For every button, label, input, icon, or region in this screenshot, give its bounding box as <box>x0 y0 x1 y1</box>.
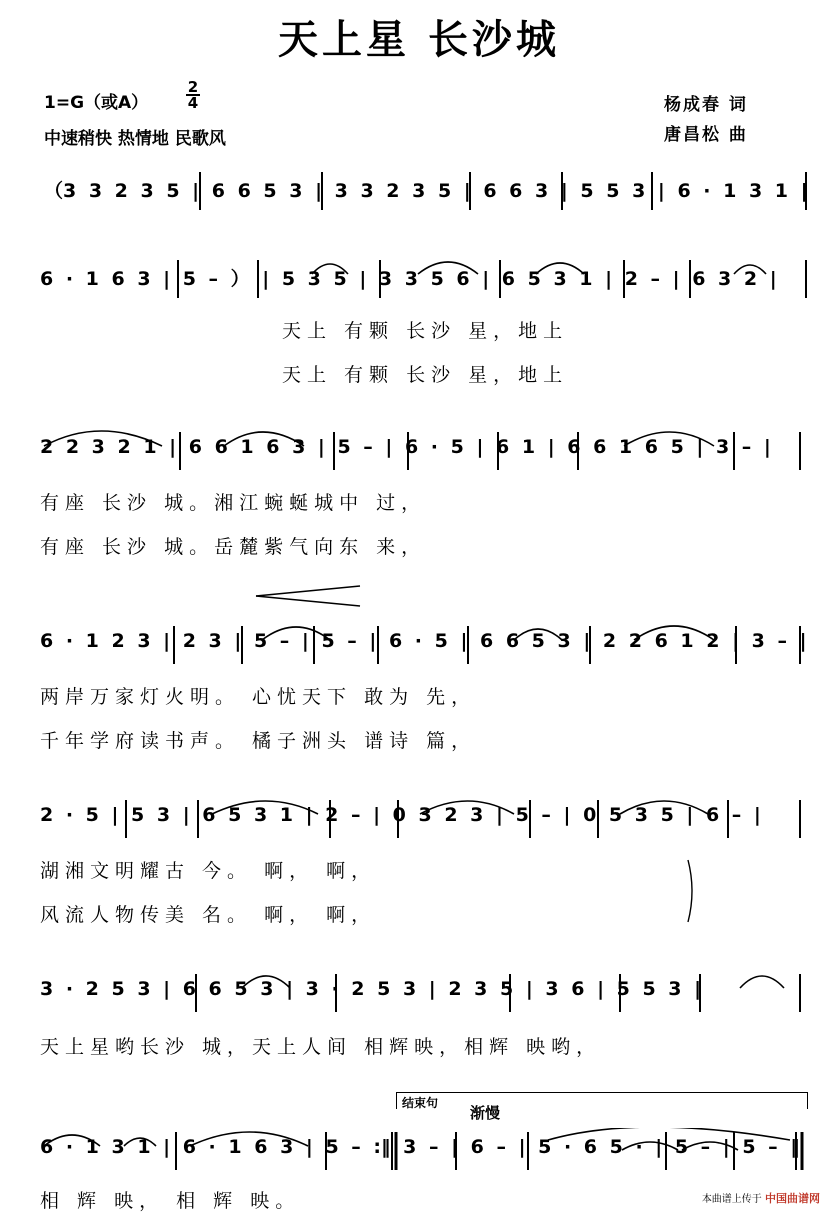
ending-label: 结束句 <box>402 1096 439 1110</box>
time-signature <box>186 80 200 110</box>
notation-row-3: 6 · 1 2 3 | 2 3 | 5 – | 5 – | 6 · 5 | 6 6 5 3 | 2 2 6 1 2 | 3 – | <box>40 630 807 652</box>
lyrics-row-1-verse-1: 天上 有颗 长沙 星，地上 <box>282 320 569 342</box>
notation-row-4: 2 · 5 | 5 3 | 6 5 3 1 | 2 – | 0 3 2 3 | 5 – | 0 5 3 5 | 6 – | <box>40 804 761 826</box>
footer <box>702 1190 820 1206</box>
lyrics-row-3-verse-1: 两岸万家灯火明。 心忧天下 敢为 先， <box>40 686 477 708</box>
footer-text: 本曲谱上传于 <box>701 1194 762 1205</box>
lyrics-row-4-verse-1: 湖湘文明耀古 今。 啊， 啊， <box>40 860 377 882</box>
lyrics-row-2-verse-1: 有座 长沙 城。湘江蜿蜒城中 过， <box>40 492 427 514</box>
lyricist-credit: 杨成春 词 <box>664 95 748 115</box>
lyrics-row-1-verse-2: 天上 有颗 长沙 星，地上 <box>282 364 569 386</box>
lyrics-row-4-verse-2: 风流人物传美 名。 啊， 啊， <box>40 904 377 926</box>
time-signature-top: 2 <box>187 78 199 96</box>
notation-row-6: 6 · 1 3 1 | 6 · 1 6 3 | 5 – :‖ 3 – | 6 – | 5 · 6 5 · | 5 – | 5 – ‖ <box>40 1136 800 1158</box>
lyrics-row-3-verse-2: 千年学府读书声。 橘子洲头 谱诗 篇， <box>40 730 477 752</box>
tempo-marking: 中速稍快 热情地 民歌风 <box>44 129 226 149</box>
notation-row-2: 2 2 3 2 1 | 6 6 1 6 3 | 5 – | 6 · 5 | 6 1 | 6 6 1 6 5 | 3 – | <box>40 436 771 458</box>
notation-row-5: 3 · 2 5 3 | 6 6 5 3 | 3 · 2 5 3 | 2 3 5 | 3 6 | 5 5 3 | <box>40 978 702 1000</box>
key-signature: 1=G（或A） <box>44 93 149 113</box>
lyrics-row-6: 相 辉 映， 相 辉 映。 <box>40 1190 301 1212</box>
footer-logo: 中国曲谱网 <box>765 1192 820 1205</box>
notation-row-0: （3 3 2 3 5 | 6 6 5 3 | 3 3 2 3 5 | 6 6 3 | 5 5 3 | 6 · 1 3 1 | <box>44 180 808 202</box>
repeat-bracket <box>684 856 700 926</box>
ending-tempo: 渐慢 <box>470 1104 501 1122</box>
composer-credit: 唐昌松 曲 <box>664 125 748 145</box>
time-signature-bottom: 4 <box>187 94 199 112</box>
notation-row-1: 6 · 1 6 3 | 5 – ） | 5 3 5 | 3 3 5 6 | 6 5 3 1 | 2 – | 6 3 2 | <box>40 268 777 290</box>
page-title: 天上星 长沙城 <box>278 17 560 63</box>
crescendo-mark <box>250 582 370 610</box>
lyrics-row-5: 天上星哟长沙 城，天上人间 相辉映，相辉 映哟， <box>40 1036 602 1058</box>
lyrics-row-2-verse-2: 有座 长沙 城。岳麓紫气向东 来， <box>40 536 427 558</box>
ending-bracket <box>396 1092 808 1109</box>
